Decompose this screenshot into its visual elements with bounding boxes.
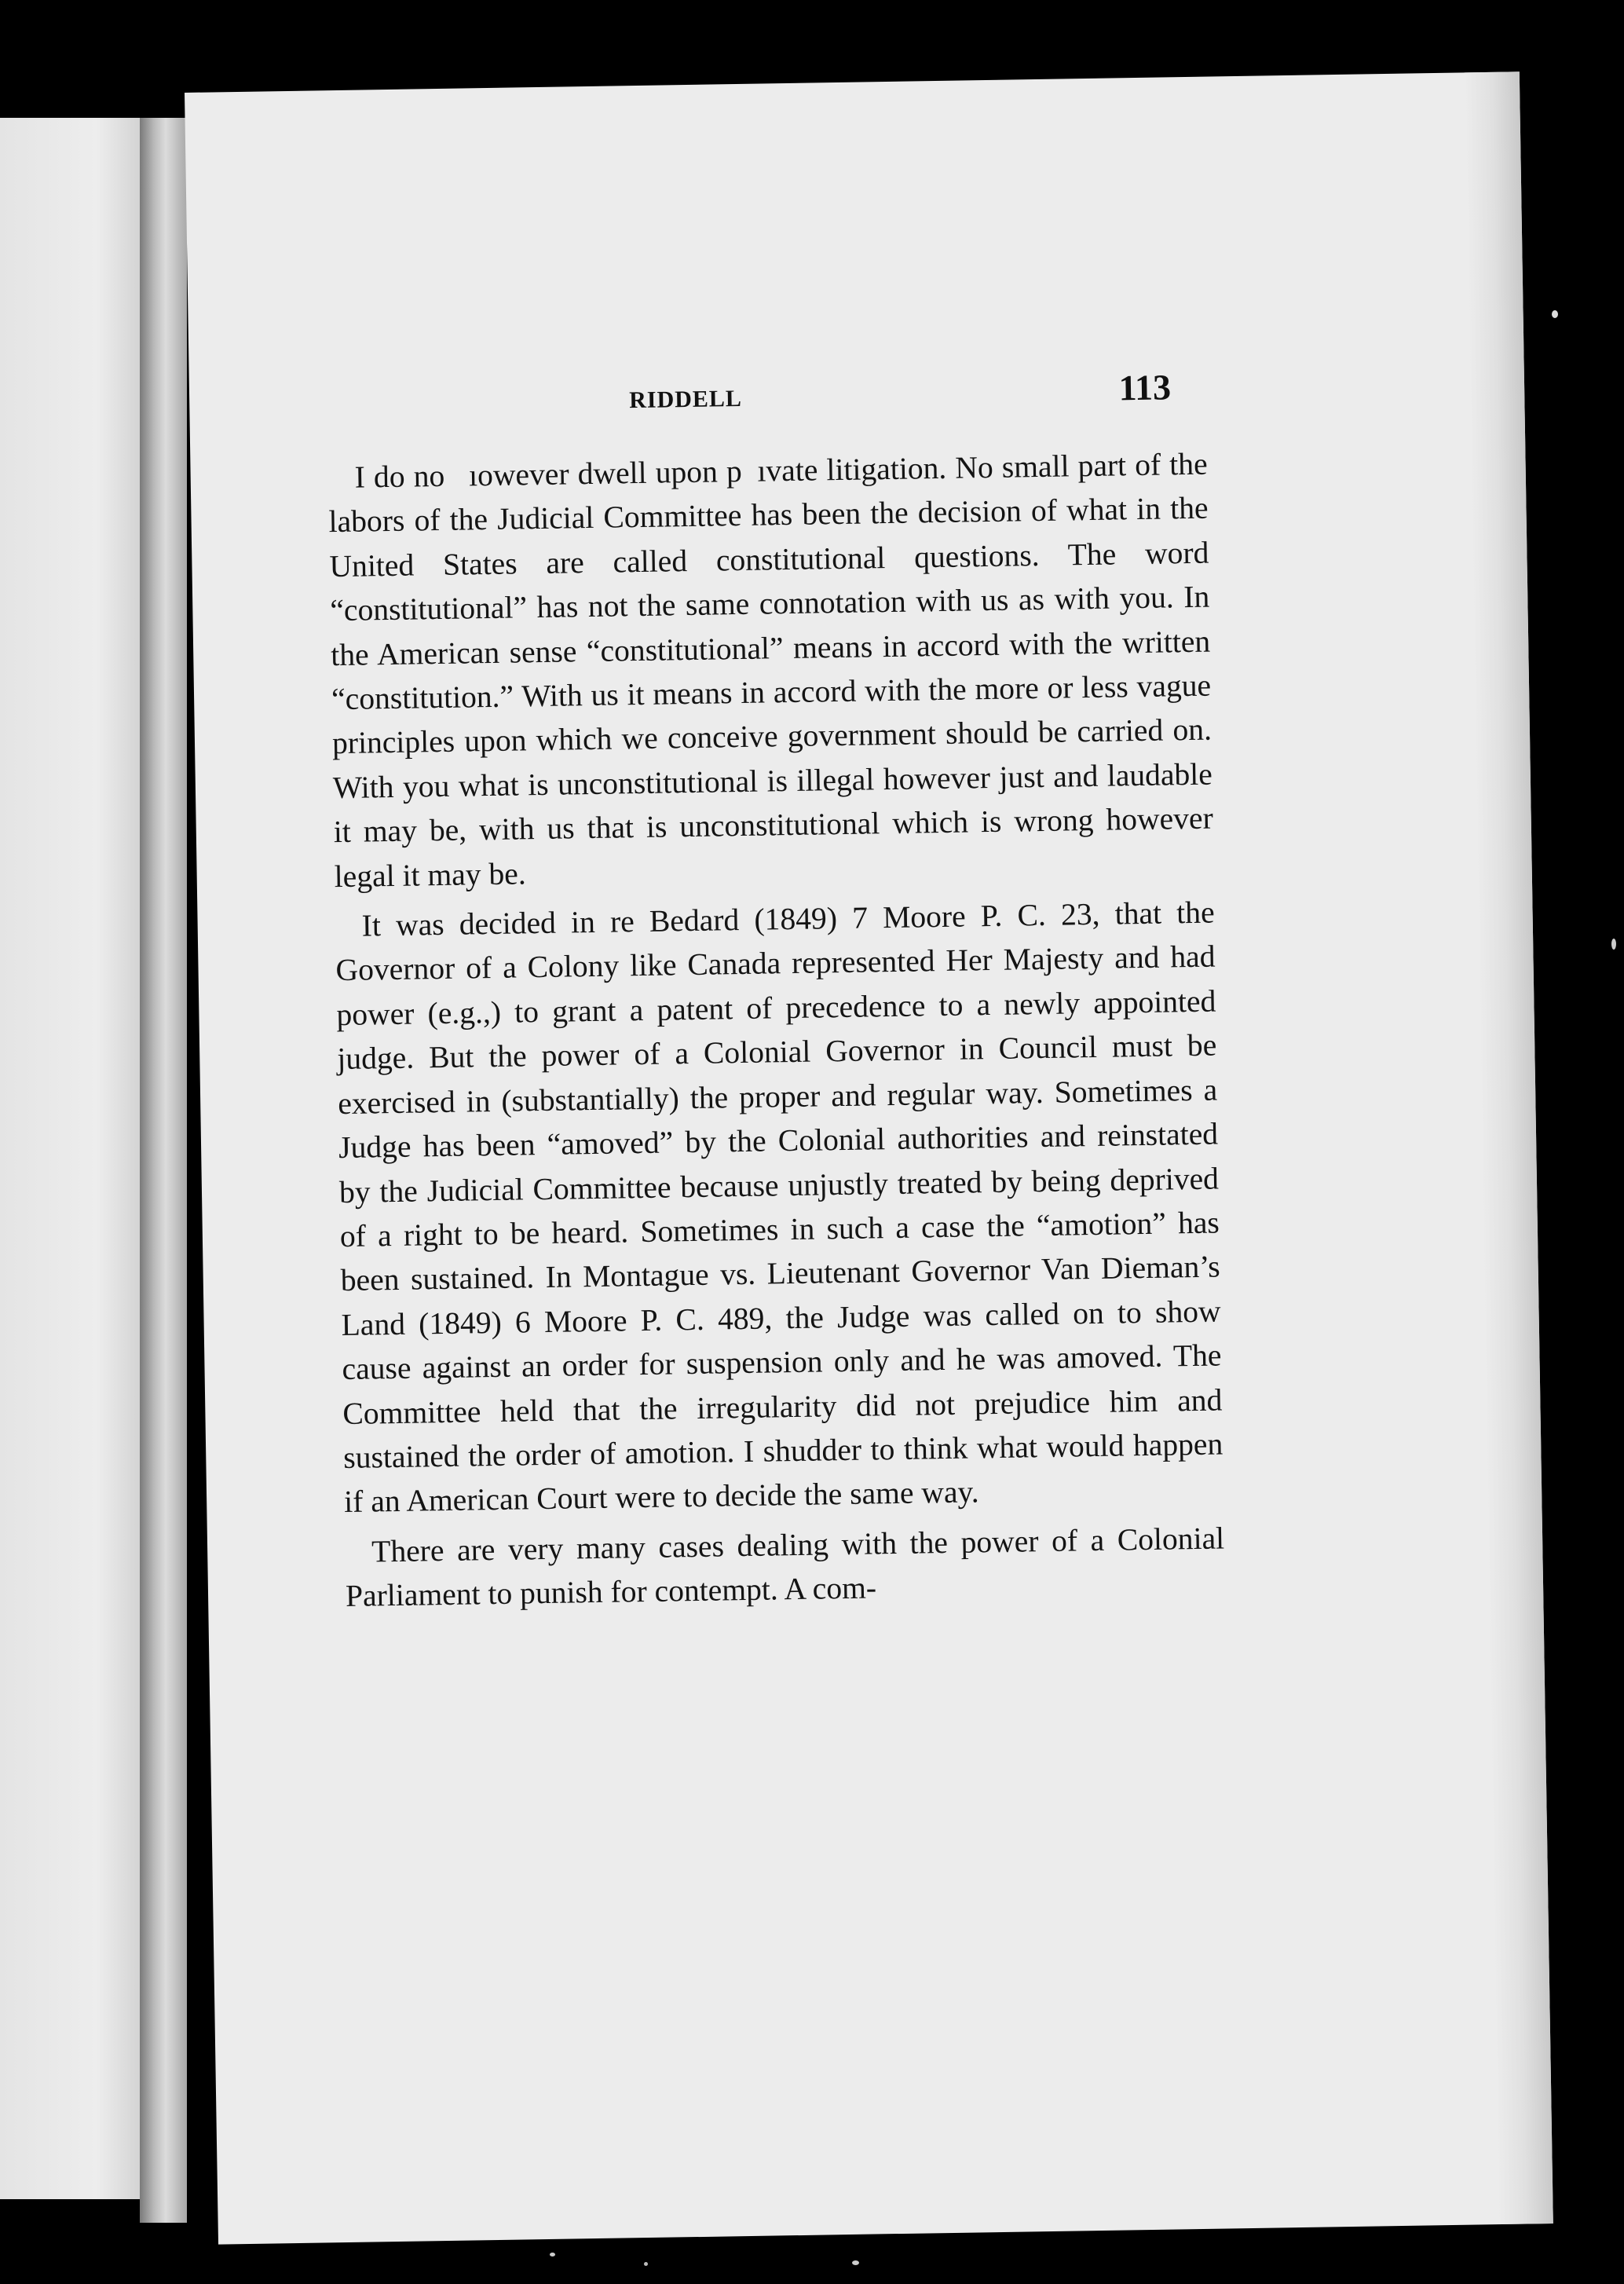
body-text [327, 442, 1225, 1624]
running-head: RIDDELL [628, 385, 743, 414]
book-page [185, 71, 1553, 2244]
page-header [629, 366, 1172, 422]
facing-page-edge [0, 118, 161, 2199]
book-gutter [140, 118, 187, 2223]
scan-speck [550, 2253, 555, 2257]
scan-speck [1552, 310, 1558, 318]
paragraph: There are very many cases dealing with the power of a Colonial Parliament to punish for contempt. A com- [345, 1521, 1225, 1614]
scan-speck [852, 2260, 859, 2265]
paragraph: It was decided in re Bedard (1849) 7 Moore P. C. 23, that the Governor of a Colony like Canada represented Her Majesty and had power (e.g.,) to grant a patent of precedence to a newly appointed judge. But the power of a Colonial Governor in Council must be exercised in (substantially) the proper and regular way. Sometimes a Judge has been “amoved” by the Colonial authorities and reinstated by the Judicial Committee because unjustly treated by being deprived of a right to be heard. Sometimes in such a case the “amotion” has been sustained. In Montague vs. Lieutenant Governor Van Dieman’s Land (1849) 6 Moore P. C. 489, the Judge was called on to show cause against an order for suspension only and he was amoved. The Committee held that the irregularity did not prejudice him and sustained the order of amotion. I shudder to think what would happen if an American Court were to decide the same way. [335, 895, 1223, 1520]
page-number: 113 [1118, 367, 1172, 408]
paragraph: I do no ıowever dwell upon p ıvate litigation. No small part of the labors of the Judicial Committee has been the decision of what in the United States are called constitutional questions. The word “constitutional” has not the same connotation with us as with you. In the American sense “constitutional” means in accord with the written “constitution.” With us it means in accord with the more or less vague principles upon which we conceive government should be carried on. With you what is unconstitutional is illegal however just and laudable it may be, with us that is unconstitutional which is wrong however legal it may be. [328, 446, 1214, 894]
scan-speck [644, 2262, 648, 2266]
scan-speck [1611, 939, 1616, 950]
page-edge-shadow [1465, 71, 1553, 2224]
